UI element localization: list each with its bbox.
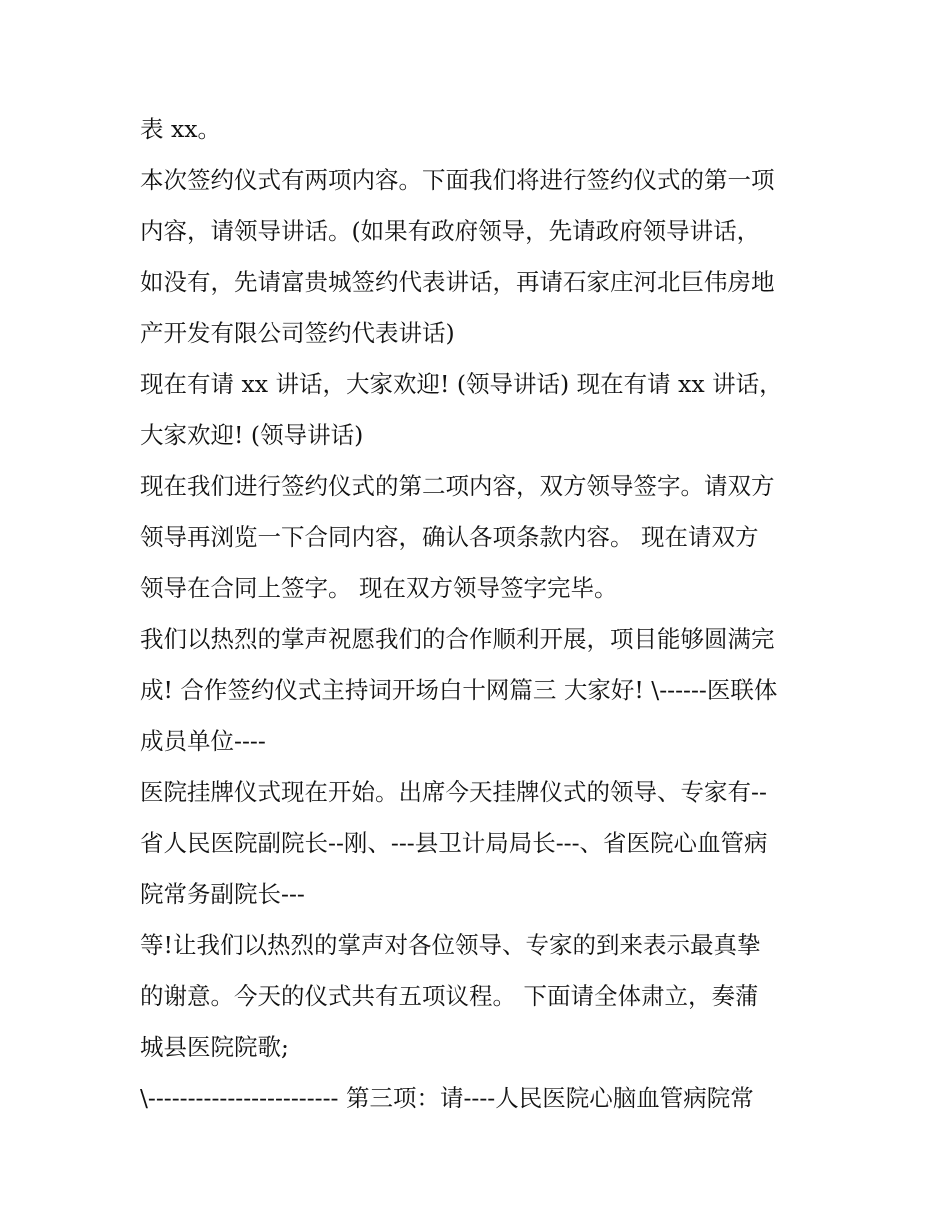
text-line: 现在我们进行签约仪式的第二项内容，双方领导签字。请双方 xyxy=(140,472,775,500)
text-line: 领导在合同上签字。 现在双方领导签字完毕。 xyxy=(140,574,618,602)
text-line: 现在有请 xx 讲话，大家欢迎! (领导讲话) 现在有请 xx 讲话， xyxy=(140,370,783,398)
text-line: 省人民医院副院长--刚、---县卫计局局长---、省医院心血管病 xyxy=(140,829,768,857)
text-line: 表 xx。 xyxy=(140,115,221,143)
text-line: 院常务副院长--- xyxy=(140,880,305,908)
text-line: 等!让我们以热烈的掌声对各位领导、专家的到来表示最真挚 xyxy=(140,931,761,959)
text-line: 本次签约仪式有两项内容。下面我们将进行签约仪式的第一项 xyxy=(140,166,775,194)
text-line: 我们以热烈的掌声祝愿我们的合作顺利开展，项目能够圆满完 xyxy=(140,625,775,653)
text-line: \------------------------ 第三项：请----人民医院心脑血管病院常 xyxy=(140,1084,754,1112)
text-line: 内容，请领导讲话。(如果有政府领导，先请政府领导讲话， xyxy=(140,217,761,245)
text-line: 成员单位---- xyxy=(140,727,266,755)
text-line: 城县医院院歌; xyxy=(140,1033,289,1061)
text-line: 的谢意。今天的仪式共有五项议程。 下面请全体肃立，奏蒲 xyxy=(140,982,759,1010)
text-line: 领导再浏览一下合同内容，确认各项条款内容。 现在请双方 xyxy=(140,523,759,551)
text-line: 产开发有限公司签约代表讲话) xyxy=(140,319,455,347)
text-line: 医院挂牌仪式现在开始。出席今天挂牌仪式的领导、专家有-- xyxy=(140,778,767,806)
text-line: 大家欢迎! (领导讲话) xyxy=(140,421,364,449)
text-line: 如没有，先请富贵城签约代表讲话，再请石家庄河北巨伟房地 xyxy=(140,268,775,296)
document-body xyxy=(140,104,830,1124)
text-line: 成! 合作签约仪式主持词开场白十网篇三 大家好! \------医联体 xyxy=(140,676,778,704)
